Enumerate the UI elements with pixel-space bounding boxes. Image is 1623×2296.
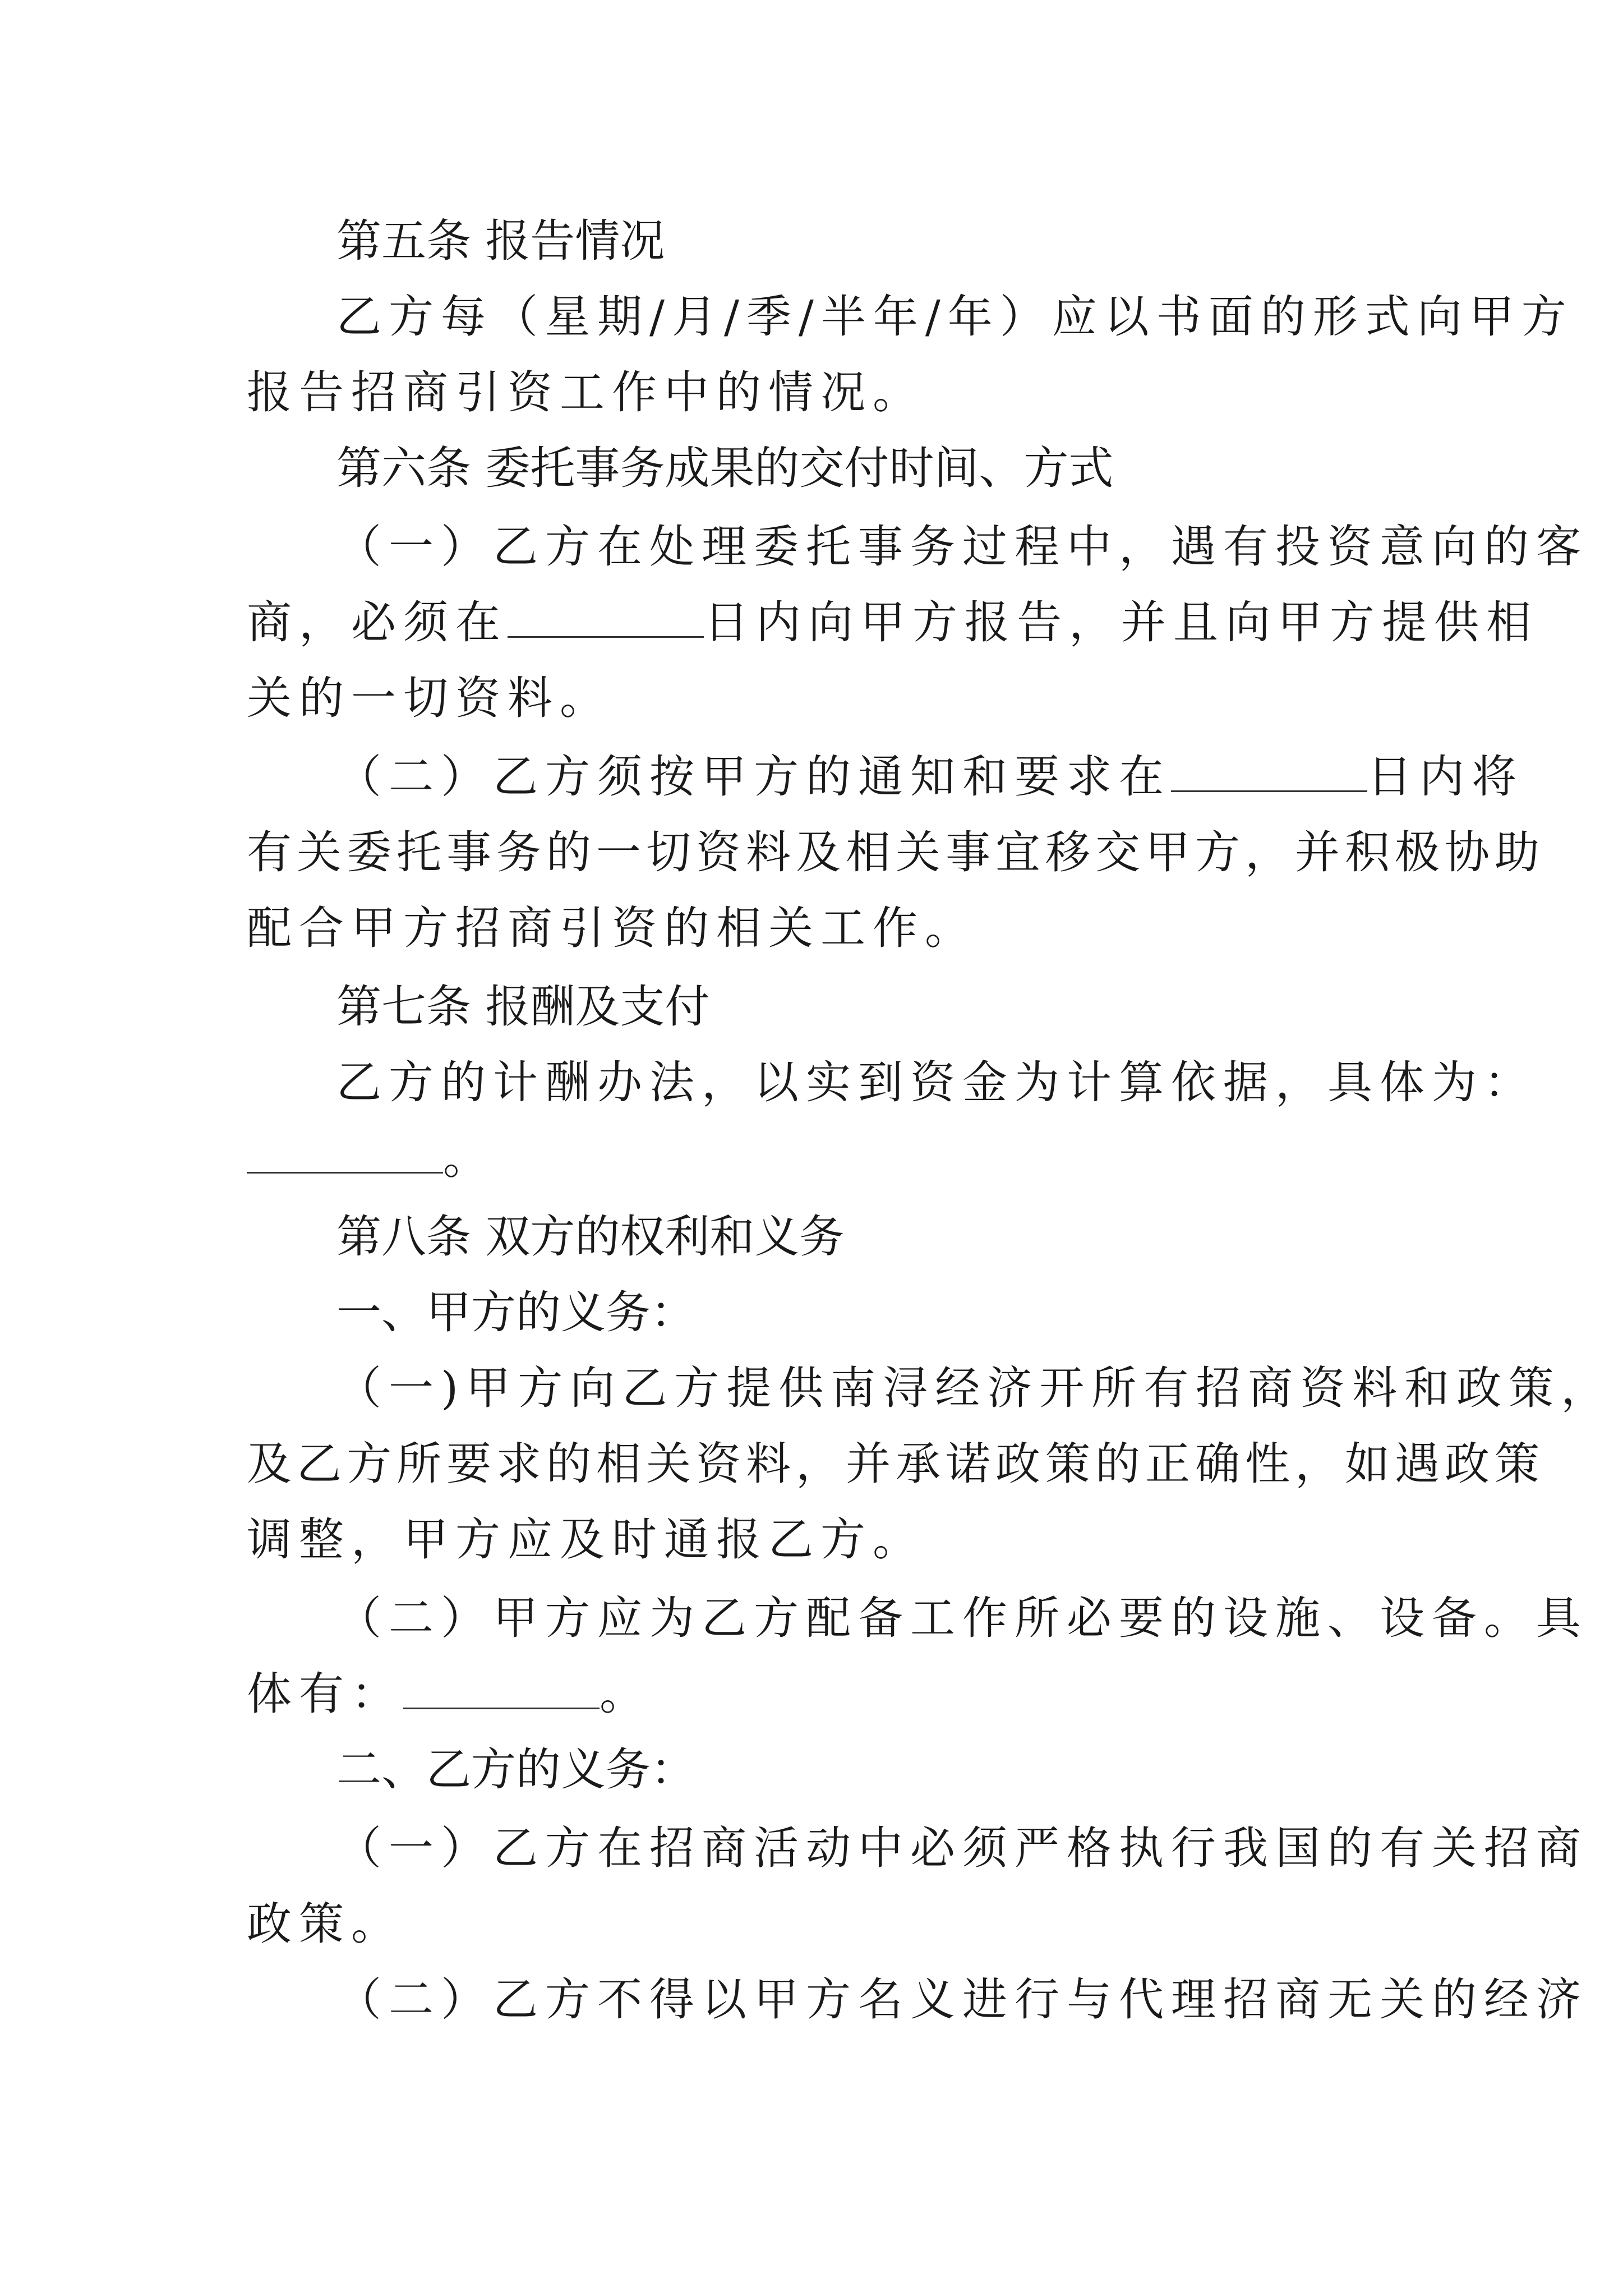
paragraph-line: 政策。 xyxy=(247,1898,403,1950)
paragraph-line: 调整，甲方应及时通报乙方。 xyxy=(247,1513,925,1566)
paragraph-line: 体有： 。 xyxy=(247,1668,652,1720)
paragraph-line: （二）乙方不得以甲方名义进行与代理招商无关的经济 xyxy=(336,1973,1588,2026)
article-5-heading: 第五条 报告情况 xyxy=(336,215,665,267)
paragraph-line: （一)甲方向乙方提供南浔经济开所有招商资料和政策， xyxy=(336,1362,1613,1414)
paragraph-line: （二）甲方应为乙方配备工作所必要的设施、设备。具 xyxy=(336,1592,1588,1644)
paragraph-line: 有关委托事务的一切资料及相关事宜移交甲方，并积极协助 xyxy=(247,826,1544,878)
paragraph-line: 商，必须在 日内向甲方报告，并且向甲方提供相 xyxy=(247,596,1538,648)
article-7-heading: 第七条 报酬及支付 xyxy=(336,981,710,1033)
paragraph-line: 配合甲方招商引资的相关工作。 xyxy=(247,902,977,954)
article-8-heading: 第八条 双方的权利和义务 xyxy=(336,1211,845,1263)
section-heading: 二、乙方的义务： xyxy=(336,1743,695,1796)
paragraph-line: 关的一切资料。 xyxy=(247,672,612,724)
paragraph-line: 。 xyxy=(0,1128,1623,1189)
paragraph-line: （一）乙方在招商活动中必须严格执行我国的有关招商 xyxy=(336,1822,1588,1874)
article-6-heading: 第六条 委托事务成果的交付时间、方式 xyxy=(336,442,1114,494)
fill-in-blank xyxy=(403,1671,600,1709)
paragraph-line: 报告招商引资工作中的情况。 xyxy=(247,366,925,418)
paragraph-line: （一）乙方在处理委托事务过程中，遇有投资意向的客 xyxy=(336,521,1588,573)
paragraph-line: 及乙方所要求的相关资料，并承诺政策的正确性，如遇政策 xyxy=(247,1438,1544,1490)
paragraph-line: （二）乙方须按甲方的通知和要求在 日内将 xyxy=(336,751,1524,803)
paragraph-line: 乙方的计酬办法，以实到资金为计算依据，具体为： xyxy=(336,1056,1536,1108)
section-heading: 一、甲方的义务： xyxy=(336,1286,695,1338)
fill-in-blank xyxy=(247,1135,443,1174)
fill-in-blank xyxy=(1171,753,1367,792)
paragraph-line: 乙方每（星期/月/季/半年/年）应以书面的形式向甲方 xyxy=(336,291,1574,343)
fill-in-blank xyxy=(508,599,704,638)
